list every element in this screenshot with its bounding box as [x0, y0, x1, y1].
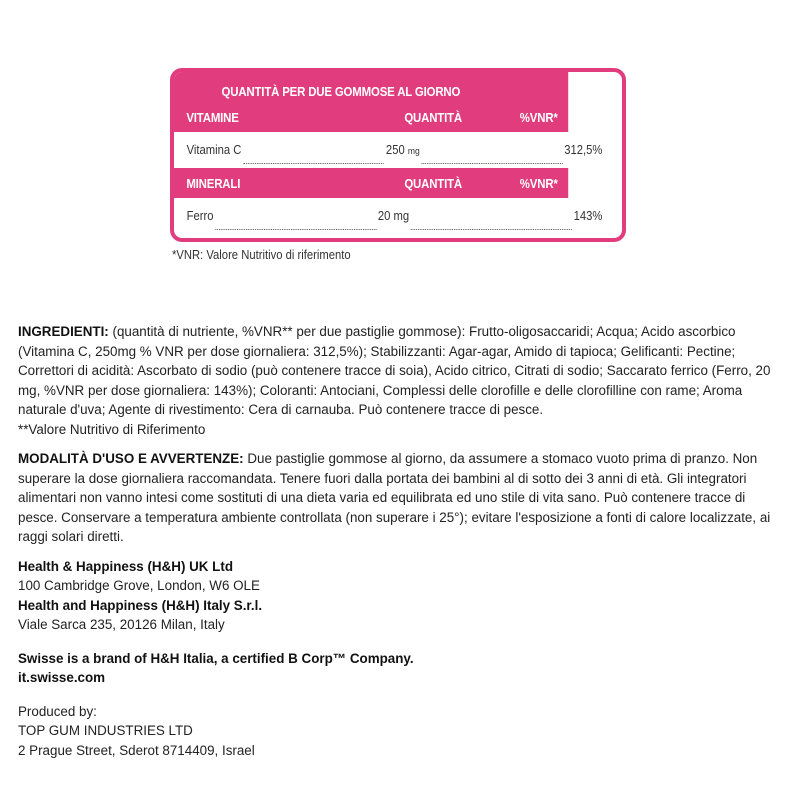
it-company-address: Viale Sarca 235, 20126 Milan, Italy: [18, 617, 225, 632]
nutrient-amount: 20 mg: [377, 209, 410, 223]
ingredients-label: INGREDIENTI:: [18, 324, 109, 339]
uk-company-address: 100 Cambridge Grove, London, W6 OLE: [18, 578, 260, 593]
usage-paragraph: [18, 449, 788, 547]
nutrient-unit: mg: [407, 146, 420, 157]
brand-statement: Swisse is a brand of H&H Italia, a certified B Corp™ Company.: [18, 650, 414, 666]
producer-name: TOP GUM INDUSTRIES LTD: [18, 723, 193, 738]
usage-text: Due pastiglie gommose al giorno, da assumere a stomaco vuoto prima di pranzo. Non superare la dose giornaliera raccomandata. Tenere fuori dalla portata dei bambini al di sotto dei 3 anni di età. Gli integratori alimentari non vanno intesi come sostituti di una dieta varia ed equilibrata ed uno stile di vita sano. Può contenere tracce di pesce. Conservare a temperatura ambiente controllata (non superare i 25°); evitare l'esposizione a fonti di calore localizzate, ai raggi solari diretti.: [18, 451, 771, 544]
vitamins-quantity-header: QUANTITÀ: [404, 110, 463, 125]
table-header-band: [174, 72, 568, 132]
dot-leader: [243, 149, 384, 164]
nutrient-vnr: 143%: [573, 209, 603, 223]
it-company-name: Health and Happiness (H&H) Italy S.r.l.: [18, 597, 263, 613]
producer-address: 2 Prague Street, Sderot 8714409, Israel: [18, 742, 255, 758]
dot-leader: [422, 149, 563, 164]
brand-website: it.swisse.com: [18, 670, 106, 685]
label-body: [18, 322, 788, 760]
dot-leader: [215, 215, 376, 230]
ingredients-paragraph: [18, 322, 788, 420]
uk-company-name: Health & Happiness (H&H) UK Ltd: [18, 558, 234, 574]
iron-row: [174, 198, 615, 234]
nutrient-vnr: 312,5%: [564, 143, 603, 157]
nutrition-table: [170, 68, 626, 242]
vitamins-header-label: VITAMINE: [186, 110, 239, 125]
nutrient-amount: 250 mg: [385, 143, 420, 157]
usage-label: MODALITÀ D'USO E AVVERTENZE:: [18, 451, 244, 466]
nutrient-name: Vitamina C: [186, 143, 242, 157]
minerals-header-label: MINERALI: [186, 176, 241, 191]
minerals-quantity-header: QUANTITÀ: [404, 176, 463, 191]
minerals-header-band: [174, 168, 568, 198]
ingredients-note: **Valore Nutritivo di Riferimento: [18, 421, 206, 437]
vitamins-vnr-header: %VNR*: [519, 110, 558, 125]
table-caption: QUANTITÀ PER DUE GOMMOSE AL GIORNO: [221, 84, 461, 99]
nutrient-name: Ferro: [186, 209, 214, 223]
minerals-header-row: [186, 176, 568, 191]
vnr-footnote: *VNR: Valore Nutritivo di riferimento: [172, 248, 351, 262]
vitamins-header-row: [186, 110, 568, 125]
vitamin-c-row: [174, 132, 615, 168]
ingredients-text: (quantità di nutriente, %VNR** per due pastiglie gommose): Frutto-oligosaccaridi; Acqua; Acido ascorbico (Vitamina C, 250mg % VNR per dose giornaliera: 312,5%); Stabilizzanti: Agar-agar, Amido di tapioca; Gelificanti: Pectine; Correttori di acidità: Ascorbato di sodio (può contenere tracce di soia), Acido citrico, Citrati di sodio; Saccarato ferrico (Ferro, 20 mg, %VNR per dose giornaliera: 143%); Coloranti: Antociani, Complessi delle clorofille e delle clorofilline con rame; Aroma naturale d'uva; Agente di rivestimento: Cera di carnauba. Può contenere tracce di pesce.: [18, 324, 771, 417]
producer-label: Produced by:: [18, 703, 97, 719]
dot-leader: [411, 215, 572, 230]
minerals-vnr-header: %VNR*: [519, 176, 558, 191]
